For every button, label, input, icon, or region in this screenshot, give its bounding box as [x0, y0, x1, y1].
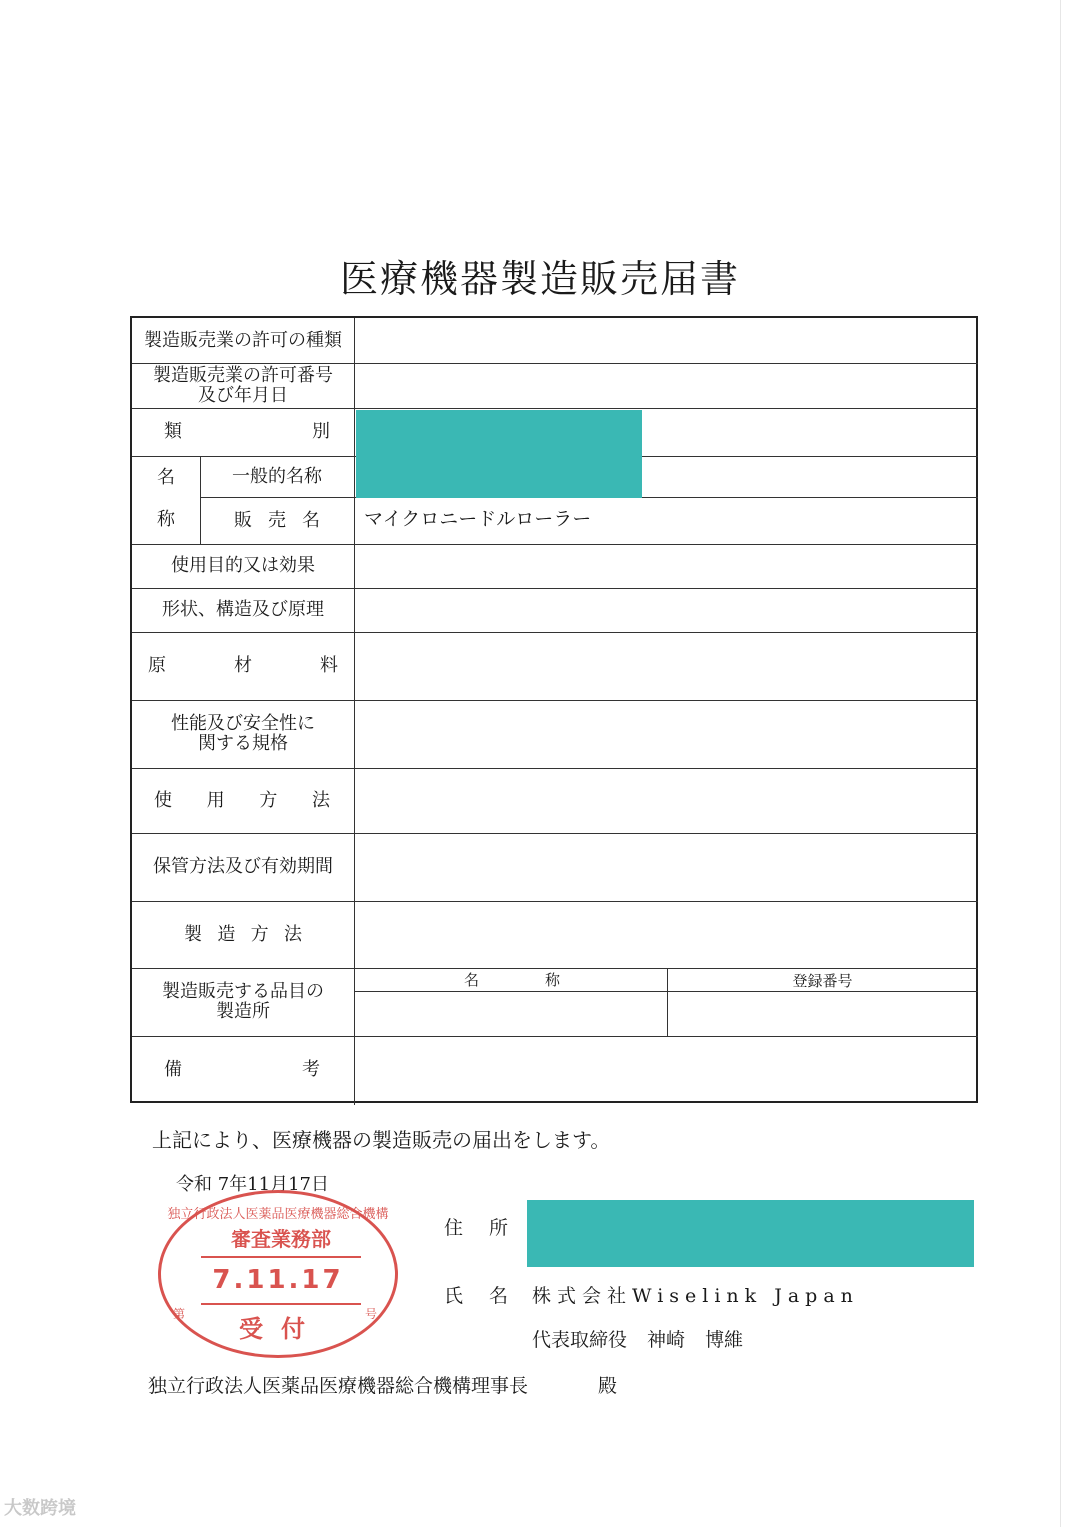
usage-label-char: 方 [259, 789, 278, 811]
name-group-label-top: 名 [157, 467, 175, 488]
redaction-block-address [527, 1200, 974, 1267]
site-registration-header: 登録番号 [792, 972, 853, 990]
name-group-label-bottom: 称 [157, 509, 175, 530]
license-number-label: 製造販売業の許可番号 及び年月日 [153, 364, 333, 406]
shape-label: 形状、構造及び原理 [162, 599, 324, 620]
notification-form-table [130, 316, 978, 1103]
manufacturing-label [172, 901, 314, 968]
license-type-label: 製造販売業の許可の種類 [144, 329, 342, 351]
category-label-char: 別 [312, 421, 330, 442]
reception-stamp [158, 1190, 398, 1358]
label-column-divider [354, 318, 355, 1105]
manufacturing-site-label: 製造販売する品目の 製造所 [162, 981, 324, 1022]
materials-label [136, 632, 350, 700]
materials-label-char: 原 [148, 655, 166, 676]
usage-label-char: 用 [206, 789, 225, 811]
remarks-label-char: 考 [302, 1058, 320, 1080]
usage-label-char: 法 [311, 789, 330, 811]
stamp-organization: 独立行政法人医薬品医療機器総合機構 [167, 1207, 389, 1222]
site-name-header-char: 名 [464, 971, 480, 989]
stamp-side-right: 号 [364, 1307, 377, 1321]
manufacturing-label-char: 法 [283, 923, 302, 945]
materials-label-char: 材 [234, 655, 252, 676]
generic-name-label: 一般的名称 [232, 465, 322, 487]
sales-name-label-char: 販 [234, 509, 252, 531]
category-label-char: 類 [164, 421, 182, 442]
sales-name-label [222, 497, 332, 544]
remarks-label [152, 1036, 332, 1103]
applicant-company: 株式会社Wiselink Japan [532, 1285, 859, 1307]
redaction-block-classification [356, 410, 642, 498]
submission-date: 令和 7年11月17日 [176, 1174, 329, 1195]
storage-label: 保管方法及び有効期間 [153, 856, 333, 877]
purpose-label: 使用目的又は効果 [171, 555, 315, 576]
stamp-side-left: 第 [173, 1307, 186, 1321]
sales-name-value: マイクロニードルローラー [364, 508, 592, 530]
manufacturing-label-char: 製 [184, 923, 202, 945]
addressee-honorific: 殿 [598, 1375, 618, 1397]
name-label: 氏 名 [444, 1285, 509, 1307]
addressee: 独立行政法人医薬品医療機器総合機構理事長 [148, 1375, 529, 1397]
remarks-label-char: 備 [164, 1058, 182, 1080]
page-edge-line [1060, 0, 1061, 1527]
performance-label: 性能及び安全性に 関する規格 [171, 713, 315, 754]
stamp-department: 審査業務部 [201, 1223, 361, 1258]
declaration-text: 上記により、医療機器の製造販売の届出をします。 [152, 1128, 611, 1152]
sales-name-label-char: 売 [268, 509, 286, 531]
materials-label-char: 料 [320, 655, 338, 676]
manufacturing-label-char: 方 [250, 923, 269, 945]
stamp-received: 受付 [201, 1303, 361, 1344]
document-title: 医療機器製造販売届書 [339, 257, 740, 301]
sales-name-label-char: 名 [302, 509, 320, 531]
usage-label [142, 768, 342, 833]
site-header-divider [354, 991, 978, 992]
stamp-date: 7.11.17 [212, 1265, 344, 1295]
usage-label-char: 使 [154, 789, 172, 811]
corner-watermark: 大数跨境 [4, 1498, 76, 1519]
address-label: 住 所 [444, 1217, 509, 1239]
category-label [152, 408, 342, 456]
site-name-header [452, 970, 572, 990]
site-name-header-char: 称 [544, 971, 560, 989]
applicant-representative: 代表取締役 神崎 博維 [532, 1329, 744, 1351]
manufacturing-label-char: 造 [217, 923, 236, 945]
